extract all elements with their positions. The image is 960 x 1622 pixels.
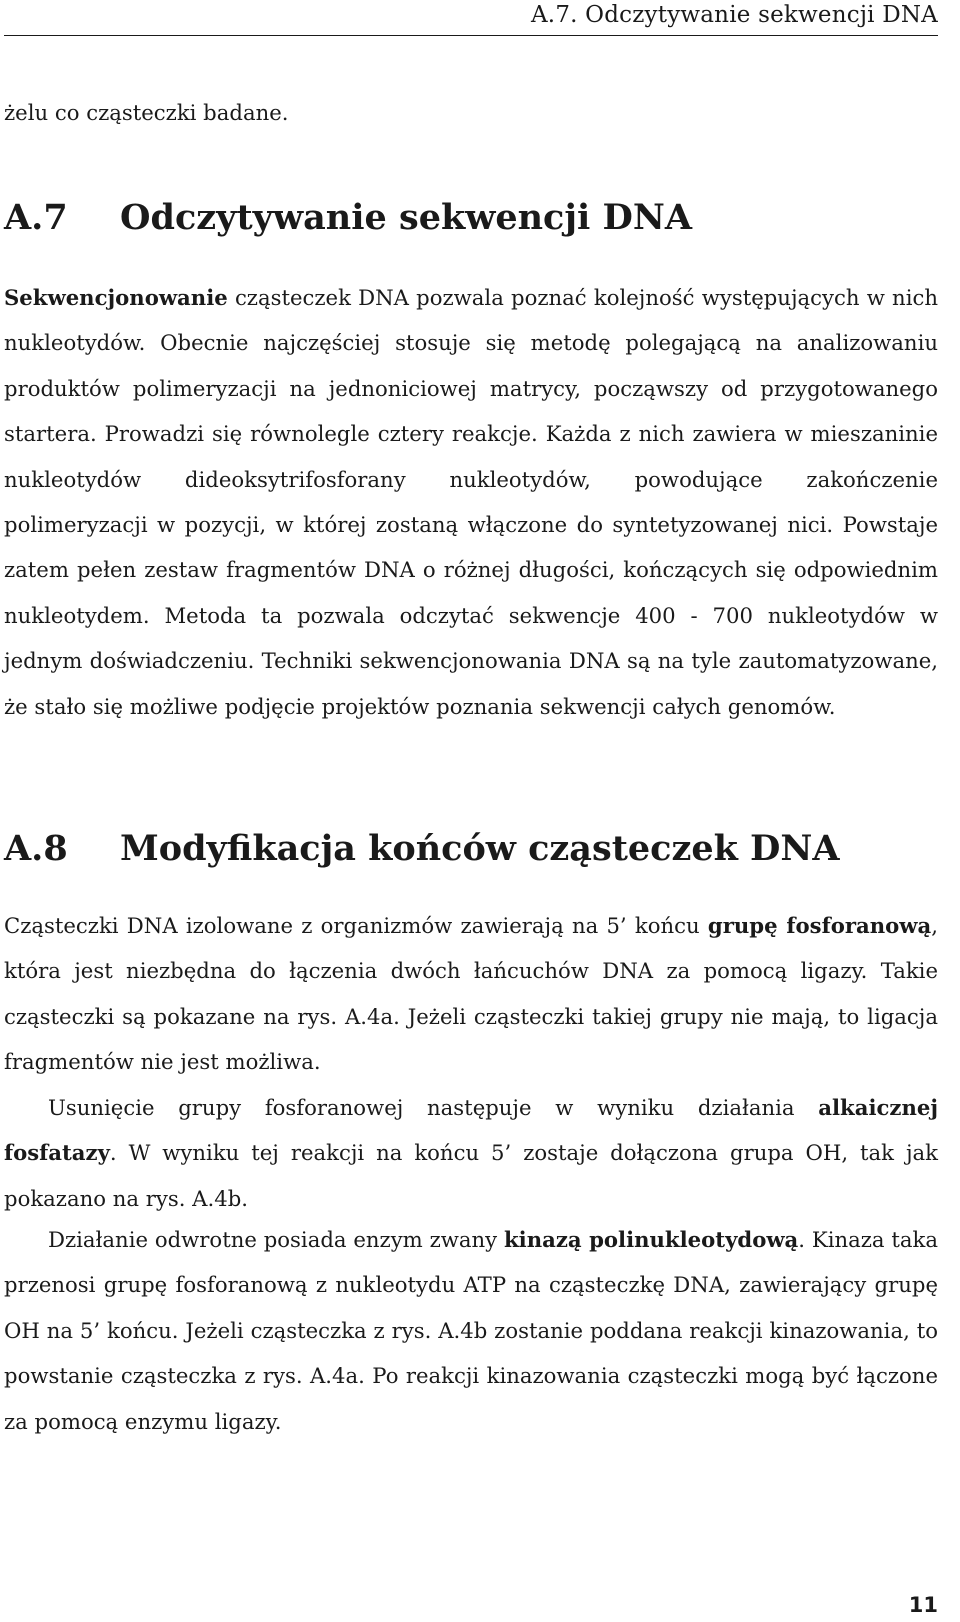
paragraph-kinase xyxy=(4,1217,938,1444)
paragraph-text: Działanie odwrotne posiada enzym zwany xyxy=(48,1227,504,1252)
paragraph-text: . W wyniku tej reakcji na końcu 5’ zostaje dołączona grupa OH, tak jak pokazano na rys. A.4b. xyxy=(4,1140,938,1211)
paragraph-text: , która jest niezbędna do łączenia dwóch łańcuchów DNA za pomocą ligazy. Takie cząsteczki są pokazane na rys. A.4a. Jeżeli cząsteczki takiej grupy nie mają, to ligacja fragmentów nie jest możliwa. xyxy=(4,913,938,1075)
paragraph-text: . Kinaza taka przenosi grupę fosforanową z nukleotydu ATP na cząsteczkę DNA, zawierający grupę OH na 5’ końcu. Jeżeli cząsteczka z rys. A.4b zostanie poddana reakcji kinazowania, to powstanie cząsteczka z rys. A.4a. Po reakcji kinazowania cząsteczki mogą być łączone za pomocą enzymu ligazy. xyxy=(4,1227,938,1434)
carryover-paragraph xyxy=(4,90,938,135)
term-polynucleotide-kinase: kinazą polinukleotydową xyxy=(503,1227,799,1252)
section-title: Modyfikacja końców cząsteczek DNA xyxy=(120,828,840,869)
section-heading-a7 xyxy=(4,196,692,240)
running-head: A.7. Odczytywanie sekwencji DNA xyxy=(531,2,938,28)
term-alkaline-phosphatase: alkaicznej fosfatazy xyxy=(4,1095,938,1166)
section-title: Odczytywanie sekwencji DNA xyxy=(120,197,693,238)
term-sequencing: Sekwencjonowanie xyxy=(4,285,228,310)
header-rule xyxy=(4,35,938,36)
book-page xyxy=(4,0,938,1622)
section-number: A.8 xyxy=(4,828,68,869)
paragraph-phosphate-group xyxy=(4,903,938,1085)
paragraph-sequencing xyxy=(4,275,938,729)
paragraph-phosphatase xyxy=(4,1085,938,1221)
paragraph-text: Usunięcie grupy fosforanowej następuje w wyniku działania xyxy=(48,1095,819,1120)
paragraph-text: cząsteczek DNA pozwala poznać kolejność występujących w nich nukleotydów. Obecnie najczęściej stosuje się metodę polegającą na analizowaniu produktów polimeryzacji na jednoniciowej matrycy, począwszy od przygotowanego startera. Prowadzi się równolegle cztery reakcje. Każda z nich zawiera w mieszaninie nukleotydów dideoksytrifosforany nukleotydów, powodujące zakończenie polimeryzacji w pozycji, w której zostaną włączone do syntetyzowanej nici. Powstaje zatem pełen zestaw fragmentów DNA o różnej długości, kończących się odpowiednim nukleotydem. Metoda ta pozwala odczytać sekwencje 400 - 700 nukleotydów w jednym doświadczeniu. Techniki sekwencjonowania DNA są na tyle zautomatyzowane, że stało się możliwe podjęcie projektów poznania sekwencji całych genomów. xyxy=(4,285,938,719)
term-phosphate-group: grupę fosforanową xyxy=(707,913,932,938)
carryover-text: żelu co cząsteczki badane. xyxy=(4,100,289,125)
page-number: 11 xyxy=(908,1593,938,1617)
section-heading-a8 xyxy=(4,827,840,871)
paragraph-text: Cząsteczki DNA izolowane z organizmów zawierają na 5’ końcu xyxy=(4,913,708,938)
section-number: A.7 xyxy=(4,197,68,238)
